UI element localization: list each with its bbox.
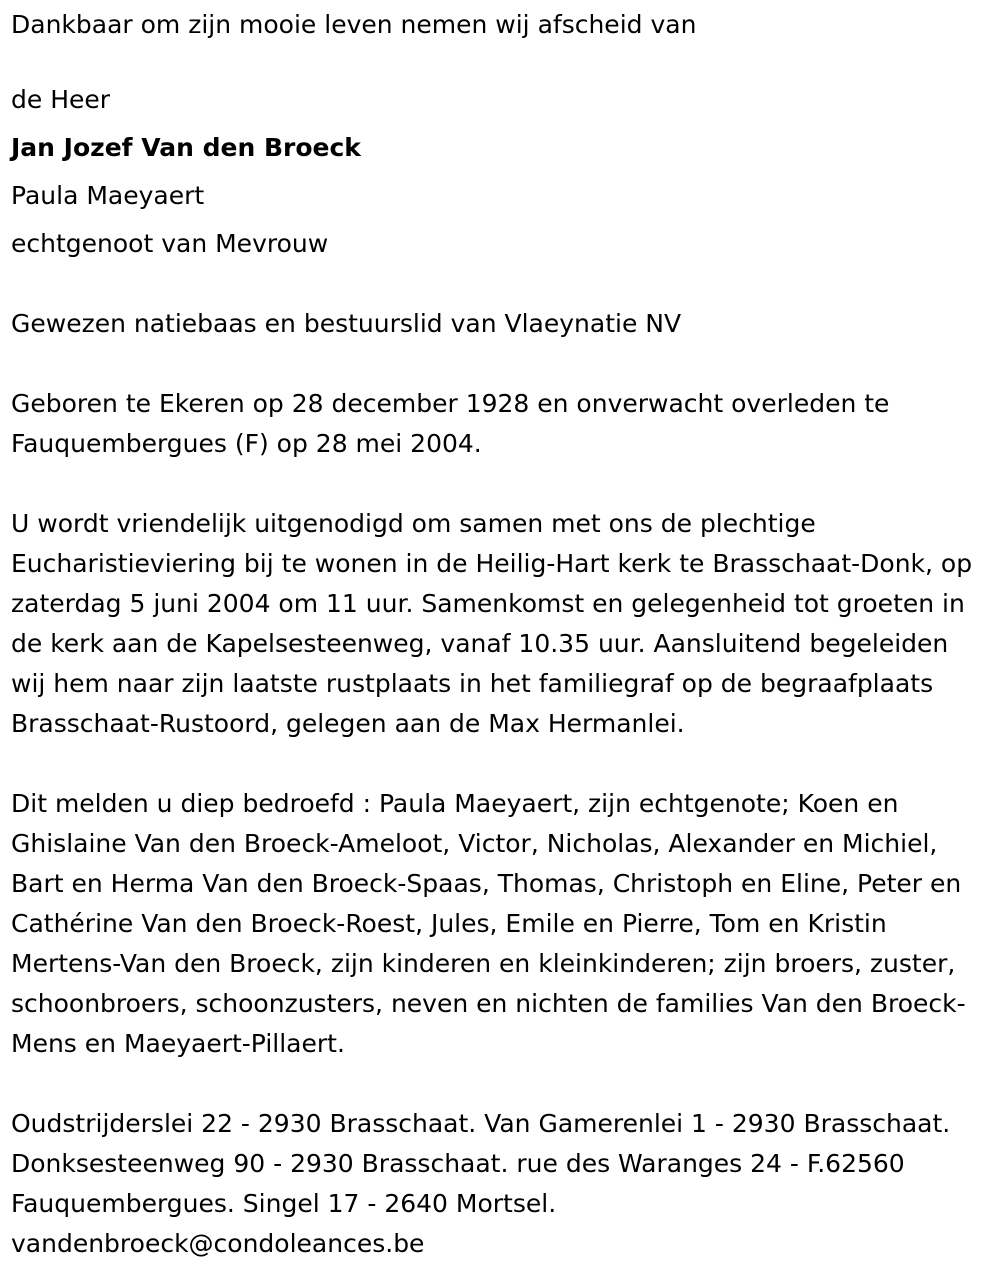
mourners-text: Dit melden u diep bedroefd : Paula Maeyaert, zijn echtgenote; Koen en Ghislaine Van den Broeck-Ameloot, Victor, Nicholas, Alexander en Michiel, Bart en Herma Van den Broeck-Spaas, Thomas, Christoph en Eline, Peter en Cathérine Van den Broeck-Roest, Jules, Emile en Pierre, Tom en Kristin Mertens-Van den Broeck, zijn kinderen en kleinkinderen; zijn broers, zuster, schoonbroers, schoonzusters, neven en nichten de families Van den Broeck-Mens en Maeyaert-Pillaert.: [11, 789, 966, 1058]
spacer: [11, 264, 988, 304]
spacer: [11, 744, 988, 784]
title-prefix: de Heer: [11, 85, 111, 114]
spouse-name: Paula Maeyaert: [11, 181, 205, 210]
condolence-email: vandenbroeck@condoleances.be: [11, 1229, 425, 1258]
function-text: Gewezen natiebaas en bestuurslid van Vlaeynatie NV: [11, 309, 682, 338]
deceased-name: Jan Jozef Van den Broeck: [11, 133, 361, 162]
spouse-relation: echtgenoot van Mevrouw: [11, 229, 329, 258]
spacer: [11, 45, 988, 85]
birth-death-text: Geboren te Ekeren op 28 december 1928 en onverwacht overleden te Fauquembergues (F) op 28 mei 2004.: [11, 389, 890, 458]
spacer: [11, 344, 988, 384]
invitation-text: U wordt vriendelijk uitgenodigd om samen met ons de plechtige Eucharistieviering bij te wonen in de Heilig-Hart kerk te Brasschaat-Donk, op zaterdag 5 juni 2004 om 11 uur. Samenkomst en gelegenheid tot groeten in de kerk aan de Kapelsesteenweg, vanaf 10.35 uur. Aansluitend begeleiden wij hem naar zijn laatste rustplaats in het familiegraf op de begraafplaats Brasschaat-Rustoord, gelegen aan de Max Hermanlei.: [11, 509, 973, 738]
spacer: [11, 1064, 988, 1104]
intro-text: Dankbaar om zijn mooie leven nemen wij afscheid van: [11, 10, 697, 39]
spacer: [11, 464, 988, 504]
addresses-text: Oudstrijderslei 22 - 2930 Brasschaat. Van Gamerenlei 1 - 2930 Brasschaat. Donksesteenweg 90 - 2930 Brasschaat. rue des Waranges 24 - F.62560 Fauquembergues. Singel 17 - 2640 Mortsel.: [11, 1109, 951, 1218]
